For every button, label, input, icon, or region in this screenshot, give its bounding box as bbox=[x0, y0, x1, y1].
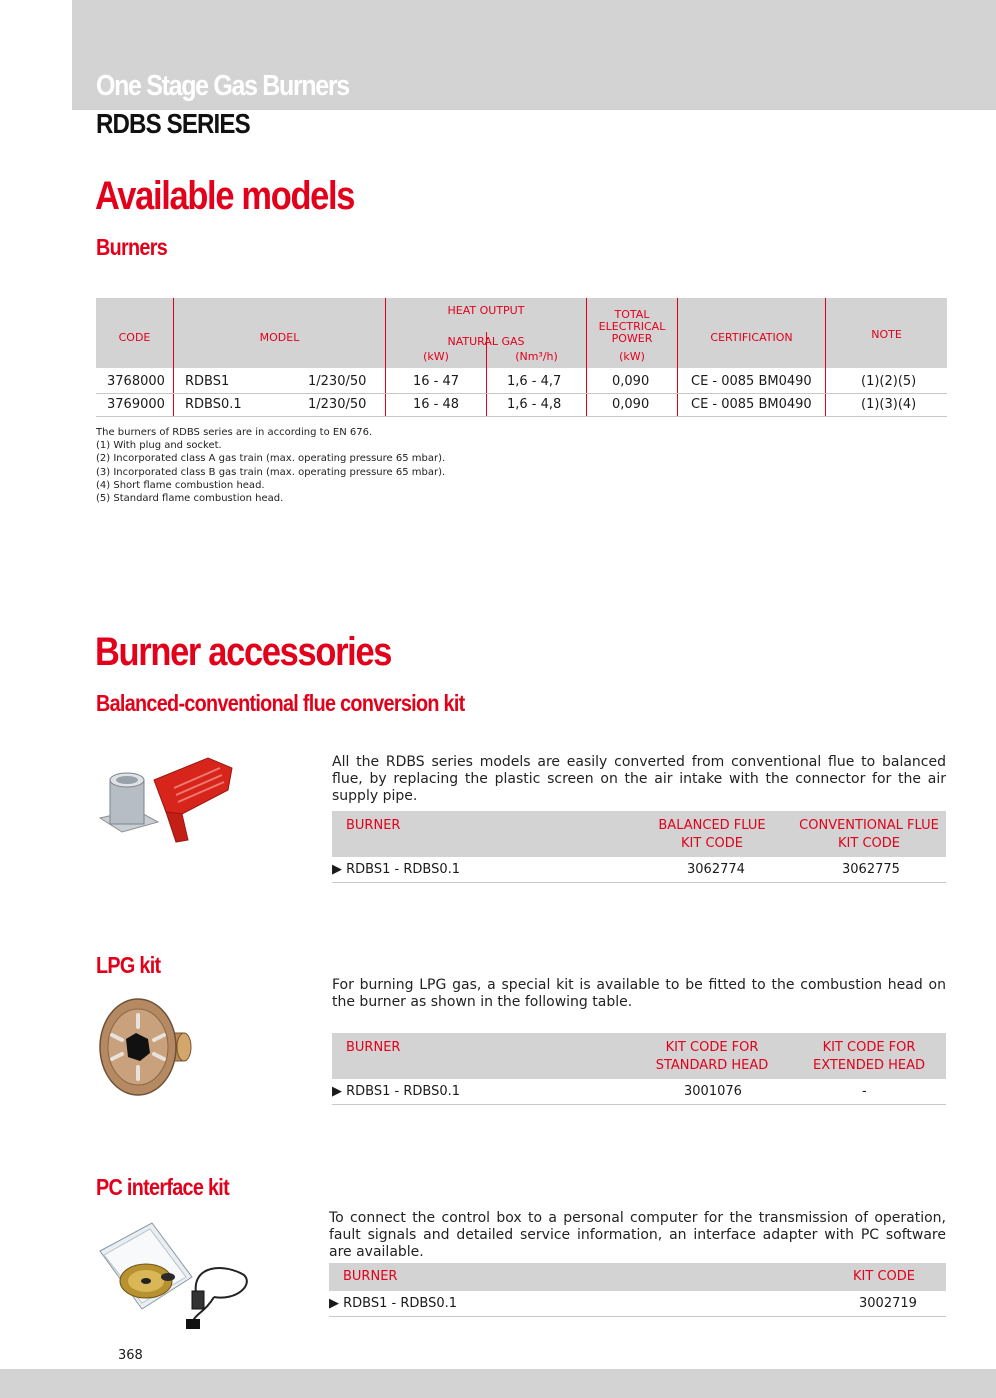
accessories-heading: Burner accessories bbox=[95, 630, 392, 674]
series-title: One Stage Gas Burners bbox=[96, 70, 349, 102]
header-band bbox=[72, 0, 996, 110]
col-total-power: TOTAL ELECTRICAL POWER bbox=[598, 308, 666, 345]
lpg-kit-table-header: BURNER KIT CODE FOR STANDARD HEAD KIT CODE FOR EXTENDED HEAD bbox=[332, 1033, 946, 1079]
lpg-kit-description: For burning LPG gas, a special kit is available to be fitted to the combustion head on the burner as shown in the following table. bbox=[332, 977, 946, 1010]
available-models-heading: Available models bbox=[95, 174, 355, 218]
table-row: ▶ RDBS1 - RDBS0.1 3002719 bbox=[329, 1292, 946, 1317]
footer-band bbox=[0, 1369, 996, 1398]
page-number: 368 bbox=[118, 1348, 143, 1363]
col-kw: (kW) bbox=[423, 350, 449, 363]
pc-kit-table-header: BURNER KIT CODE bbox=[329, 1263, 946, 1291]
pc-kit-heading: PC interface kit bbox=[96, 1174, 230, 1200]
footnotes: The burners of RDBS series are in according to EN 676. (1) With plug and socket. (2) Incorporated class A gas train (max. operating pressure 65 mbar). (3) Incorporated class B gas train (max. operating pressure 65 mbar). (4) Short flame combustion head. (5) Standard flame combustion head. bbox=[96, 427, 446, 505]
flue-kit-description: All the RDBS series models are easily converted from conventional flue to balanced flue, by replacing the plastic screen on the air intake with the connector for the air supply pipe. bbox=[332, 754, 946, 804]
burners-heading: Burners bbox=[96, 234, 168, 260]
col-heat-output: HEAT OUTPUT bbox=[447, 304, 525, 317]
col-code: CODE bbox=[118, 331, 151, 344]
flue-kit-image bbox=[96, 740, 236, 845]
col-power-unit: (kW) bbox=[619, 350, 645, 363]
flue-kit-table-header: BURNER BALANCED FLUE KIT CODE CONVENTIONAL FLUE KIT CODE bbox=[332, 811, 946, 857]
pc-kit-description: To connect the control box to a personal computer for the transmission of operation, fault signals and detailed service information, an interface adapter with PC software are available. bbox=[329, 1210, 946, 1260]
series-subtitle: RDBS SERIES bbox=[96, 108, 250, 139]
flue-kit-heading: Balanced-conventional flue conversion kit bbox=[96, 690, 465, 716]
col-natural-gas: NATURAL GAS bbox=[447, 335, 525, 348]
table-row: 3769000 RDBS0.1 1/230/50 16 - 48 1,6 - 4,8 0,090 CE - 0085 BM0490 (1)(3)(4) bbox=[96, 394, 947, 417]
table-row: ▶ RDBS1 - RDBS0.1 3062774 3062775 bbox=[332, 858, 946, 883]
pc-kit-image bbox=[96, 1215, 254, 1333]
lpg-kit-image bbox=[98, 995, 194, 1099]
col-model: MODEL bbox=[259, 331, 300, 344]
col-certification: CERTIFICATION bbox=[710, 331, 793, 344]
lpg-kit-heading: LPG kit bbox=[96, 952, 161, 978]
table-row: ▶ RDBS1 - RDBS0.1 3001076 - bbox=[332, 1080, 946, 1105]
table-row: 3768000 RDBS1 1/230/50 16 - 47 1,6 - 4,7 0,090 CE - 0085 BM0490 (1)(2)(5) bbox=[96, 371, 947, 394]
col-nm3h: (Nm³/h) bbox=[515, 350, 558, 363]
col-note: NOTE bbox=[871, 328, 902, 341]
